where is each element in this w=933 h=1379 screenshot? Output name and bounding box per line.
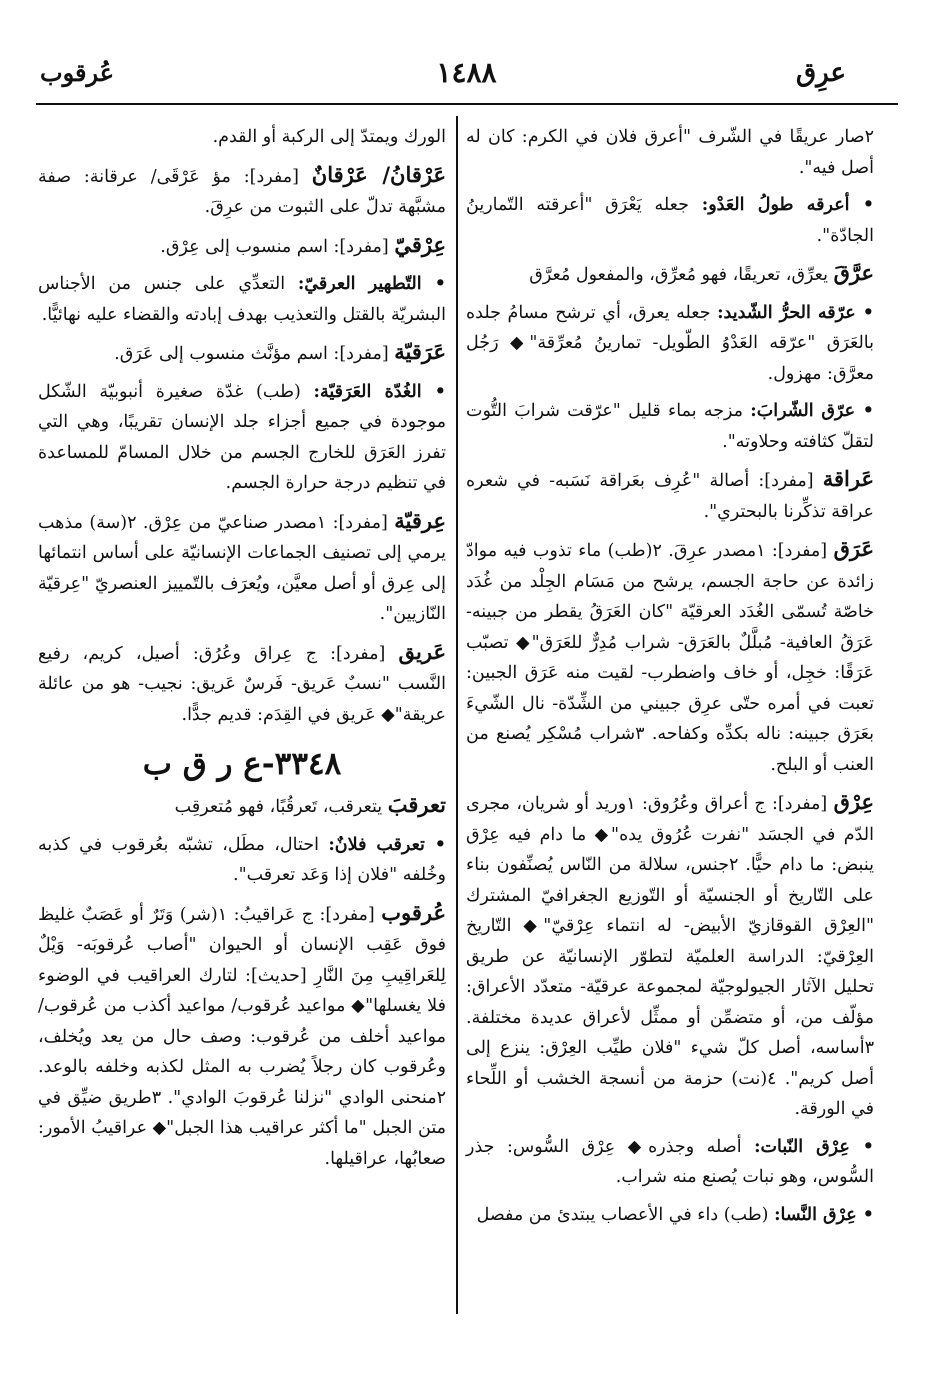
entry-definition: أصله وجذره◆ عِرْق السُّوس: جذر السُّوس، وهو نبات يُصنع منه شراب. (466, 1136, 874, 1187)
dictionary-entry (466, 298, 874, 390)
dictionary-entry (466, 190, 874, 251)
entry-definition: يعرِّق، تعريقًا، فهو مُعرِّق، والمفعول مُعرَّق (529, 265, 828, 285)
right-column (466, 122, 874, 1237)
entry-headword: عرَّقَ (833, 260, 874, 285)
dictionary-entry (38, 230, 446, 263)
entry-headword: عِرْقيّ (394, 231, 446, 257)
dictionary-entry (38, 506, 446, 630)
sub-entry-headword: • الغُدّة العَرَقيّة: (313, 381, 446, 402)
page-header (0, 52, 933, 92)
entry-definition: [مفرد]: ١مصدر عرِقَ. ٢(طب) ماء تذوب فيه موادّ زائدة عن حاجة الجسم، يرشح من مَسَام الجِلْد من غُدَد خاصّة تُسمّى الغُدَد العرقيّة "كان العَرَقُ يقطر من جبينه- عَرَقُ العافية- مُبلَّلٌ بالعَرَق- شراب مُدِرٌّ للعَرَق"◆ تصبّب عَرَقًا: خجِل، أو خاف واضطرب- لقيت منه عَرَق الجبين: تعبت في أمره حتّى عرِق جبيني من الشِّدّة- نال الشّيءَ بعَرَق جبينه: ناله بكدِّه وكفاحه. ٣شراب مُسْكِر يُصنع من العنب أو البلح. (466, 541, 874, 775)
entry-definition: التعدِّي على جنس من الأجناس البشريّة بالقتل والتعذيب بهدف إبادته والقضاء عليه نهائيًّا. (38, 274, 446, 325)
dictionary-entry (38, 790, 446, 823)
entry-headword: عَرْقانُ/ عَرْقانٌ (311, 161, 446, 187)
entry-definition: (طب) غدّة صغيرة أنبوبيّة الشّكل موجودة في جميع أجزاء جلد الإنسان تقريبًا، وهي التي تفرز العَرَق للخارج الجسم من خلال المسامّ للمساعدة في تنظيم درجة حرارة الجسم. (38, 381, 446, 493)
dictionary-entry (466, 464, 874, 527)
entry-definition: [مفرد]: ج عَراقيبُ: ١(شر) وَتَرٌ أو عَصَبٌ غليظ فوق عَقِب الإنسان أو الحيوان "أصاب عُرقوبَه- وَيْلٌ لِلعَراقِيبِ مِنَ النَّارِ [حديث]: لتارك العراقيب في الوضوء فلا يغسلها"◆ مواعيد عُرقوب/ مواعيد أكذب من عُرقوب/ مواعيد أخلف من عُرقوب: وصف حال من يعد ويُخلف، وعُرقوب كان رجلاً يُضرب به المثل لكذبه وخلفه بالوعد. ٢منحنى الوادي "نزلنا عُرقوبَ الوادي". ٣طريق ضيِّق في متن الجبل "ما أكثر عراقيب هذا الجبل"◆ عراقيبُ الأمور: صعابُها، عراقيلها. (38, 904, 446, 1169)
sub-entry-headword: • عِرْق النَّسا: (774, 1204, 874, 1225)
dictionary-entry (38, 377, 446, 499)
dictionary-entry (466, 1200, 874, 1231)
header-divider (36, 103, 898, 105)
sub-entry-headword: • عرّق الشّرابَ: (750, 401, 874, 421)
dictionary-entry (466, 396, 874, 457)
sub-entry-headword: • عرّقه الحرُّ الشّديد: (717, 302, 874, 323)
entry-headword: عَرَق (833, 536, 874, 561)
dictionary-entry (38, 269, 446, 330)
page-number: ١٤٨٨ (436, 56, 497, 89)
sub-entry-headword: • تعرقب فلانٌ: (328, 834, 446, 855)
dictionary-entry (38, 122, 446, 153)
entry-definition: [مفرد]: اسم مؤنَّث منسوب إلى عَرَق. (114, 344, 389, 364)
dictionary-entry (38, 830, 446, 891)
entry-definition: احتال، مطَل، تشبّه بعُرقوب في كذبه وخُلفه "فلان إذا وَعَد تعرقب". (38, 834, 446, 885)
entry-headword: عُرقوب (381, 899, 446, 925)
dictionary-entry (466, 258, 874, 291)
dictionary-entry (466, 1132, 874, 1193)
sub-entry-headword: • عِرْق النّبات: (754, 1136, 874, 1157)
entry-headword: عَراقة (822, 466, 874, 491)
sub-entry-headword: • أعرقه طولُ العَدْو: (701, 195, 875, 215)
dictionary-entry (466, 787, 874, 1125)
entry-definition: مزجه بماء قليل "عرّقت شرابَ التُّوت لتقلّ كثافته وحلاوته". (466, 401, 874, 452)
entry-headword: عَريق (398, 638, 446, 664)
entry-headword: تعرقبَ (387, 792, 446, 817)
entry-definition: [مفرد]: أصالة "عُرِف بعَراقة نَسَبه- في شعره عراقة تذكِّرنا بالبحتري". (466, 471, 874, 522)
root-heading: ٣٣٤٨-ع ر ق ب (142, 746, 342, 782)
dictionary-entry (466, 122, 874, 183)
entry-definition: (طب) داء في الأعصاب يبتدئ من مفصل (476, 1204, 769, 1225)
header-guide-word-right: عرِق (795, 58, 846, 88)
sub-entry-headword: • التّطهير العرقيّ: (297, 274, 446, 294)
dictionary-entry (38, 337, 446, 370)
dictionary-entry (38, 160, 446, 223)
entry-definition: جعله يَعْرَق "أعرقته التّمارينُ الجادّة". (466, 195, 874, 246)
entry-definition: [مفرد]: ١مصدر صناعيّ من عِرْق. ٢(سة) مذهب يرمي إلى تصنيف الجماعات الإنسانيّة على أساس انتمائها إلى عِرق أو أصل معيَّن، ويُعرَف بالتّمييز العنصريّ "عِرقيّة النّازيين". (38, 512, 446, 624)
column-divider (456, 116, 458, 1314)
entry-definition: [مفرد]: ج عِراق وعُرُق: أصيل، كريم، رفيع النَّسب "نسبٌ عَريق- فَرسٌ عَريق: نجيب- هو من عائلة عريقة"◆ عَريق في القِدَم: قديم جدًّا. (38, 643, 446, 725)
entry-definition: [مفرد]: مؤ عَرْقَى/ عرقانة: صفة مشبَّهة تدلّ على الثبوت من عرِقَ. (38, 166, 446, 217)
dictionary-entry (38, 898, 446, 1175)
entry-definition: الورك ويمتدّ إلى الركبة أو القدم. (212, 127, 446, 147)
entry-headword: عَرَقيّة (394, 339, 446, 364)
entry-definition: يتعرقب، تَعرقُبًا، فهو مُتعرقِب (174, 797, 383, 817)
dictionary-entry (466, 534, 874, 780)
header-guide-word-left: عُرقوب (40, 58, 115, 87)
entry-headword: عِرْق (833, 789, 874, 814)
entry-definition: [مفرد]: اسم منسوب إلى عِرْق. (160, 236, 389, 257)
entry-headword: عِرقيّة (394, 507, 446, 533)
entry-definition: [مفرد]: ج أعراق وعُرُوق: ١وريد أو شريان، مجرى الدّم في الجسَد "نفرت عُرُوق يده"◆ ما دام فيه عِرْق ينبض: ما دام حيًّا. ٢جنس، سلالة من النّاس يُصنِّفون بناء على التّاريخ أو الجنسيّة أو التّوزيع الجغرافيّ المشترك "العِرْق القوقازيّ الأبيض- له انتماء عِرْقيّ"◆ التّاريخ العِرْقيّ: الدراسة العلميّة لتطوّر الإنسانيّة عن طريق تحليل الآثار الجيولوجيّة لمجموعة عرقيّة- متعدّد الأعراق: مؤلّف من، أو متضمِّن أو ممثِّل لأعراق عديدة مختلفة. ٣أساسه، أصل كلّ شيء "فلان طيِّب العِرْق: ينزع إلى أصل كريم". ٤(نت) حزمة من أنسجة الخشب أو اللِّحاء في الورقة. (466, 794, 875, 1119)
entry-definition: ٢صار عريقًا في الشّرف "أعرق فلان في الكرم: كان له أصل فيه". (466, 127, 874, 178)
entry-definition: جعله يعرق، أي ترشح مسامُ جلده بالعَرَق "عرّقه العَدْوُ الطّويل- تمارينُ مُعرِّقة"◆ رَجُل معرَّق: مهزول. (466, 302, 874, 384)
left-column (38, 122, 446, 1181)
dictionary-entry (38, 637, 446, 731)
